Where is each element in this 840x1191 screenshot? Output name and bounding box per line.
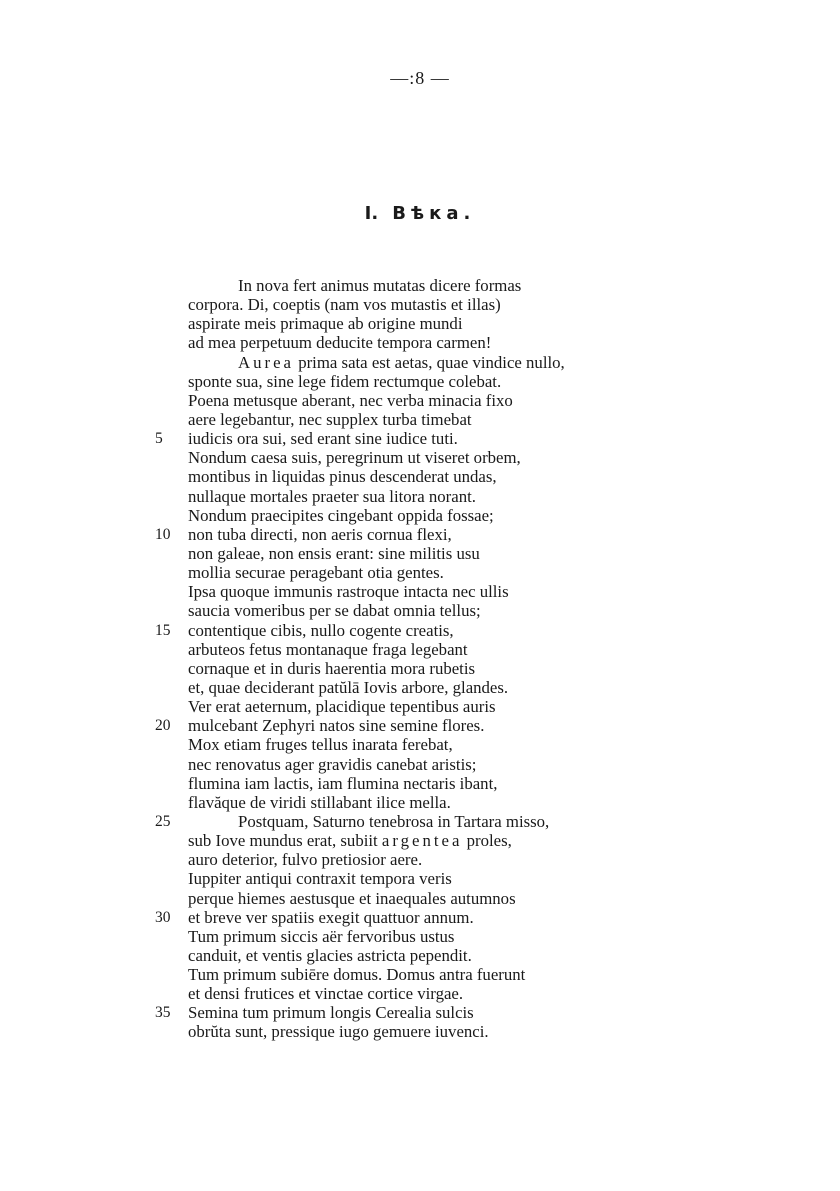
line-text: obrŭta sunt, pressique iugo gemuere iuvenci. — [188, 1022, 489, 1042]
page-number: —:8 — — [390, 68, 450, 88]
poem-line — [0, 582, 840, 601]
line-text: canduit, et ventis glacies astricta pependit. — [188, 945, 472, 965]
line-text: In nova fert animus mutatas dicere formas — [238, 276, 522, 295]
line-text: non galeae, non ensis erant: sine militis usu — [188, 543, 480, 563]
line-text: arbuteos fetus montanaque fraga legebant — [188, 639, 468, 659]
line-text: Ipsa quoque immunis rastroque intacta nec ullis — [188, 582, 509, 602]
line-text: Iuppiter antiqui contraxit tempora veris — [188, 869, 452, 889]
line-text: Aurea prima sata est aetas, quae vindice nullo, — [238, 352, 565, 372]
line-text: sponte sua, sine lege fidem rectumque colebat. — [188, 371, 502, 391]
line-number: 25 — [155, 812, 171, 830]
poem-line — [0, 563, 840, 582]
line-text: flavăque de viridi stillabant ilice mella. — [188, 792, 451, 812]
line-text: aspirate meis primaque ab origine mundi — [188, 314, 463, 334]
poem-line — [0, 314, 840, 333]
poem-line — [0, 391, 840, 410]
poem-line — [0, 869, 840, 888]
poem-line — [0, 410, 840, 429]
chapter-title: Вѣка. — [392, 203, 476, 224]
line-text: ad mea perpetuum deducite tempora carmen! — [188, 333, 492, 353]
line-text: et, quae deciderant patŭlā Iovis arbore, glandes. — [188, 677, 509, 697]
line-text: Poena metusque aberant, nec verba minacia fixo — [188, 390, 513, 410]
poem-line — [0, 276, 840, 295]
line-text: contentique cibis, nullo cogente creatis, — [188, 620, 454, 640]
poem-line — [0, 793, 840, 812]
line-number: 10 — [155, 525, 171, 543]
poem-line — [0, 946, 840, 965]
line-text: Postquam, Saturno tenebrosa in Tartara misso, — [238, 811, 550, 831]
line-text: nec renovatus ager gravidis canebat aristis; — [188, 754, 477, 774]
line-text: Ver erat aeternum, placidique tepentibus auris — [188, 697, 496, 717]
line-text: auro deterior, fulvo pretiosior aere. — [188, 850, 423, 870]
poem-line — [0, 601, 840, 620]
line-text: mollia securae peragebant otia gentes. — [188, 563, 444, 583]
poem-line — [0, 850, 840, 869]
poem-text — [0, 276, 840, 1042]
line-text: montibus in liquidas pinus descenderat undas, — [188, 467, 497, 487]
line-number: 5 — [155, 430, 163, 448]
poem-line — [0, 889, 840, 908]
line-text: corpora. Di, coeptis (nam vos mutastis et illas) — [188, 295, 501, 315]
poem-line — [0, 697, 840, 716]
poem-line — [0, 295, 840, 314]
line-text: cornaque et in duris haerentia mora rubetis — [188, 658, 476, 678]
line-text: Nondum praecipites cingebant oppida fossae; — [188, 505, 494, 525]
poem-line — [0, 333, 840, 352]
line-text: aere legebantur, nec supplex turba timebat — [188, 409, 472, 429]
line-text: sub Iove mundus erat, subiit argentea proles, — [188, 831, 512, 851]
chapter-number: I. — [364, 203, 379, 224]
poem-line — [0, 640, 840, 659]
poem-line — [0, 812, 840, 831]
poem-line — [0, 1022, 840, 1041]
poem-line — [0, 755, 840, 774]
line-text: et densi frutices et vinctae cortice virgae. — [188, 984, 464, 1004]
poem-line — [0, 908, 840, 927]
poem-line — [0, 965, 840, 984]
poem-line — [0, 984, 840, 1003]
line-text: perque hiemes aestusque et inaequales autumnos — [188, 888, 516, 908]
line-number: 15 — [155, 621, 171, 639]
poem-line — [0, 467, 840, 486]
line-text: et breve ver spatiis exegit quattuor annum. — [188, 907, 474, 927]
poem-line — [0, 525, 840, 544]
poem-line — [0, 1003, 840, 1022]
line-text: non tuba directi, non aeris cornua flexi, — [188, 524, 452, 544]
line-text: mulcebant Zephyri natos sine semine flores. — [188, 716, 485, 736]
poem-line — [0, 659, 840, 678]
poem-line — [0, 353, 840, 372]
poem-line — [0, 774, 840, 793]
chapter-heading — [0, 203, 840, 224]
line-number: 35 — [155, 1004, 171, 1022]
line-text: Semina tum primum longis Cerealia sulcis — [188, 1003, 474, 1023]
poem-line — [0, 448, 840, 467]
line-text: Nondum caesa suis, peregrinum ut viseret orbem, — [188, 448, 521, 468]
poem-line — [0, 506, 840, 525]
poem-line — [0, 716, 840, 735]
line-text: Tum primum subiēre domus. Domus antra fuerunt — [188, 965, 526, 985]
line-text: flumina iam lactis, iam flumina nectaris ibant, — [188, 773, 498, 793]
poem-line — [0, 621, 840, 640]
line-text: Tum primum siccis aër fervoribus ustus — [188, 926, 455, 946]
line-text: iudicis ora sui, sed erant sine iudice tuti. — [188, 429, 458, 449]
poem-line — [0, 735, 840, 754]
line-text: Mox etiam fruges tellus inarata ferebat, — [188, 735, 453, 755]
poem-line — [0, 487, 840, 506]
line-text: saucia vomeribus per se dabat omnia tellus; — [188, 601, 481, 621]
poem-line — [0, 544, 840, 563]
line-number: 30 — [155, 908, 171, 926]
poem-line — [0, 831, 840, 850]
poem-line — [0, 429, 840, 448]
poem-line — [0, 678, 840, 697]
line-number: 20 — [155, 717, 171, 735]
line-text: nullaque mortales praeter sua litora norant. — [188, 486, 476, 506]
poem-line — [0, 372, 840, 391]
poem-line — [0, 927, 840, 946]
